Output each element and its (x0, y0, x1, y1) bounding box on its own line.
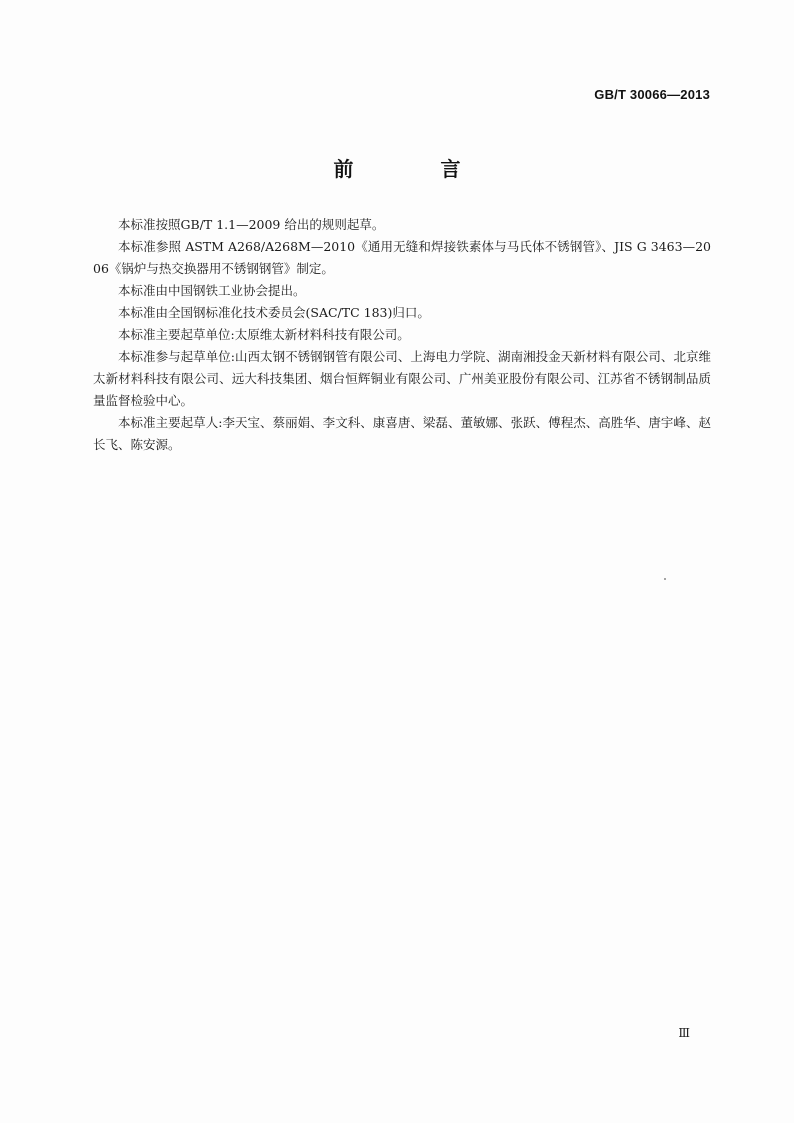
scan-speck (664, 578, 666, 580)
paragraph-reference-standards: 本标准参照 ASTM A268/A268M—2010《通用无缝和焊接铁素体与马氏体不锈钢管》、JIS G 3463—2006《锅炉与热交换器用不锈钢钢管》制定。 (93, 239, 711, 276)
page-title: 前 言 (333, 157, 501, 181)
standard-code: GB/T 30066—2013 (594, 87, 710, 102)
paragraph-participating-units: 本标准参与起草单位:山西太钢不锈钢钢管有限公司、上海电力学院、湖南湘投金天新材料有限公司、北京维太新材料科技有限公司、远大科技集团、烟台恒辉铜业有限公司、广州美亚股份有限公司、江苏省不锈钢制品质量监督检验中心。 (93, 349, 711, 408)
paragraph-main-drafting-unit: 本标准主要起草单位:太原维太新材料科技有限公司。 (118, 327, 410, 342)
paragraph-main-drafters: 本标准主要起草人:李天宝、蔡丽娟、李文科、康喜唐、梁磊、董敏娜、张跃、傅程杰、高胜华、唐宇峰、赵长飞、陈安源。 (93, 415, 711, 452)
paragraph-administrator: 本标准由全国钢标准化技术委员会(SAC/TC 183)归口。 (118, 305, 430, 320)
foreword-body (93, 214, 711, 456)
paragraph-drafting-rules: 本标准按照GB/T 1.1—2009 给出的规则起草。 (118, 217, 385, 232)
paragraph-proposer: 本标准由中国钢铁工业协会提出。 (118, 283, 306, 298)
page-number: Ⅲ (678, 1026, 690, 1040)
